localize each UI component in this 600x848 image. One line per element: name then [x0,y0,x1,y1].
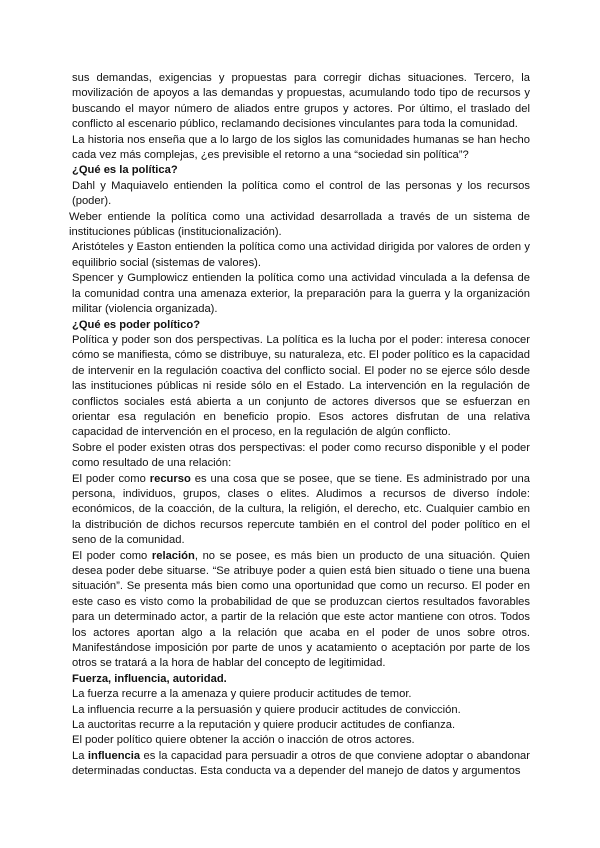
paragraph: La historia nos enseña que a lo largo de los siglos las comunidades humanas se han hecho cada vez más complejas, ¿es previsible el retorno a una “sociedad sin política”? [72,133,530,162]
paragraph: Dahl y Maquiavelo entienden la política como el control de las personas y los recursos (poder). [72,179,530,208]
paragraph: La auctoritas recurre a la reputación y quiere producir actitudes de confianza. [72,719,456,732]
paragraph: La fuerza recurre a la amenaza y quiere producir actitudes de temor. [72,688,412,701]
text-run: La [72,749,88,762]
paragraph: Weber entiende la política como una actividad desarrollada a través de un sistema de instituciones públicas (institucionalización). [69,210,530,239]
paragraph: Política y poder son dos perspectivas. La política es la lucha por el poder: interesa conocer cómo se manifiesta, cómo se distribuye, su naturaleza, etc. El poder político es la capacidad de intervenir en la regulación coactiva del conflicto social. El poder no se ejerce sólo desde las instituciones públicas ni reside sólo en el Estado. La intervención en la regulación de conflictos sociales está abierta a un conjunto de actores diversos que se esfuerzan en orientar esa regulación en beneficio propio. Esos actores disfrutan de una relativa capacidad de intervención en el proceso, en la regulación de algún conflicto. [72,333,530,439]
paragraph [72,472,530,549]
paragraph: El poder político quiere obtener la acción o inacción de otros actores. [72,734,415,747]
paragraph: Spencer y Gumplowicz entienden la política como una actividad vinculada a la defensa de la comunidad contra una amenaza exterior, la preparación para la guerra y la organización militar (violencia organizada). [72,272,530,316]
paragraph: Sobre el poder existen otras dos perspectivas: el poder como recurso disponible y el poder como resultado de una relación: [72,441,530,470]
paragraph [72,549,530,672]
paragraph: Aristóteles y Easton entienden la política como una actividad dirigida por valores de orden y equilibrio social (sistemas de valores). [72,241,530,269]
bold-term: relación [151,549,195,562]
section-heading: Fuerza, influencia, autoridad. [72,672,227,685]
section-heading: ¿Qué es la política? [72,164,178,177]
text-run: El poder como [72,472,150,485]
text-run: es una cosa que se posee, que se tiene. Es administrado por una persona, individuos, grupos, clases o elites. Aludimos a recursos de diverso índole: económicos, de la coacción, de la cultura, la religión, el derecho, etc. Cualquier cambio en la distribución de dichos recursos repercute también en el control del poder político en el seno de la comunidad. [72,472,530,547]
bold-term: influencia [87,749,141,762]
paragraph [72,749,530,780]
document-page [69,71,530,780]
section-heading: ¿Qué es poder político? [72,318,201,331]
text-run: es la capacidad para persuadir a otros de que conviene adoptar o abandonar determinadas conductas. Esta conducta va a depender del manejo de datos y argumentos [72,749,530,778]
paragraph: La influencia recurre a la persuasión y quiere producir actitudes de convicción. [72,703,461,716]
paragraph: sus demandas, exigencias y propuestas para corregir dichas situaciones. Tercero, la movilización de apoyos a las demandas y propuestas, acumulando todo tipo de recursos y buscando el mayor número de aliados entre grupos y actores. Por último, el traslado del conflicto al escenario público, reclamando decisiones vinculantes para toda la comunidad. [72,72,530,131]
text-run: El poder como [72,549,152,562]
bold-term: recurso [149,472,191,485]
text-run: , no se posee, es más bien un producto de una situación. Quien desea poder debe situarse. “Se atribuye poder a quien está bien situado o tiene una buena situación”. Se presenta más bien como una oportunidad que como un recurso. El poder en este caso es visto como la probabilidad de que se produzcan ciertos resultados favorables para un determinado actor, a partir de la relación que este actor mantiene con otros. Todos los actores aportan algo a la relación que acaba en el poder de unos sobre otros. Manifestándose imposición por parte de unos y acatamiento o aceptación por parte de los otros se tratará a la hora de hablar del concepto de legitimidad. [72,549,530,670]
